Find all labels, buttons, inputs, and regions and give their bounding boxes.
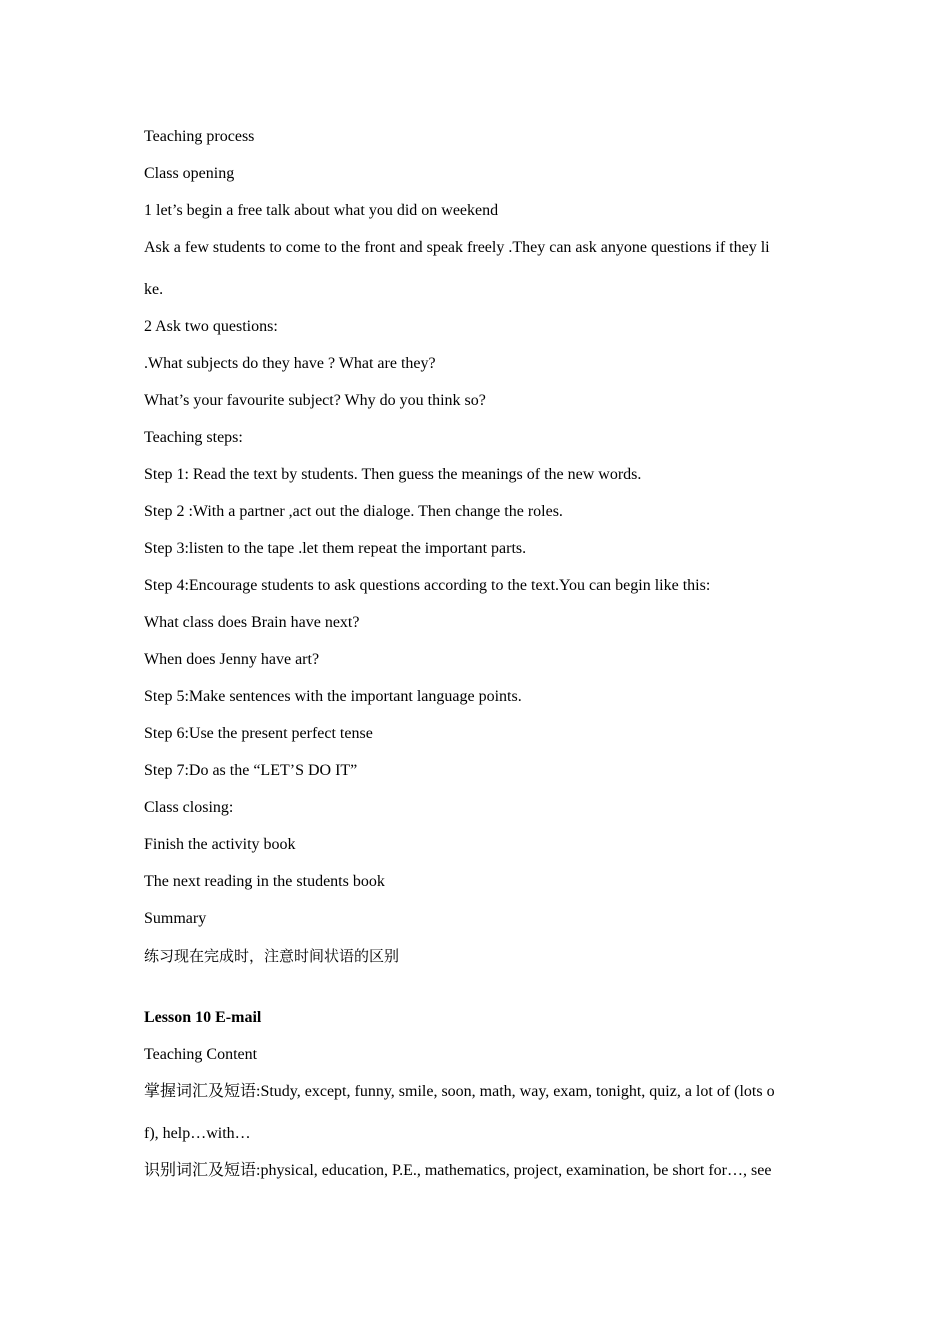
- paragraph-line: When does Jenny have art?: [144, 651, 320, 668]
- paragraph-line: Ask a few students to come to the front and speak freely .They can ask anyone questions if they li: [144, 239, 770, 256]
- paragraph-line: What’s your favourite subject? Why do you think so?: [144, 392, 486, 409]
- step-line: Step 4:Encourage students to ask questions according to the text.You can begin like this:: [144, 577, 711, 594]
- step-line: Step 3:listen to the tape .let them repeat the important parts.: [144, 540, 527, 557]
- paragraph-line: 2 Ask two questions:: [144, 318, 278, 335]
- lesson-title: Lesson 10 E-mail: [144, 1009, 262, 1026]
- paragraph-line: 1 let’s begin a free talk about what you did on weekend: [144, 202, 499, 219]
- heading-teaching-steps: Teaching steps:: [144, 429, 243, 446]
- step-line: Step 5:Make sentences with the important language points.: [144, 688, 522, 705]
- vocabulary-master-line: f), help…with…: [144, 1125, 251, 1142]
- summary-text: 练习现在完成时，注意时间状语的区别: [144, 947, 400, 965]
- step-line: Step 2 :With a partner ,act out the dialoge. Then change the roles.: [144, 503, 563, 520]
- heading-class-opening: Class opening: [144, 165, 235, 182]
- paragraph-line: What class does Brain have next?: [144, 614, 360, 631]
- heading-teaching-process: Teaching process: [144, 128, 255, 145]
- paragraph-line: Finish the activity book: [144, 836, 296, 853]
- paragraph-line: The next reading in the students book: [144, 873, 385, 890]
- vocabulary-master-line: 掌握词汇及短语:Study, except, funny, smile, soon, math, way, exam, tonight, quiz, a lot of (lots o: [144, 1083, 775, 1100]
- heading-summary: Summary: [144, 910, 207, 927]
- step-line: Step 6:Use the present perfect tense: [144, 725, 373, 742]
- heading-teaching-content: Teaching Content: [144, 1046, 258, 1063]
- heading-class-closing: Class closing:: [144, 799, 234, 816]
- step-line: Step 7:Do as the “LET’S DO IT”: [144, 762, 358, 779]
- paragraph-line: .What subjects do they have ? What are they?: [144, 355, 436, 372]
- step-line: Step 1: Read the text by students. Then guess the meanings of the new words.: [144, 466, 642, 483]
- paragraph-line: ke.: [144, 281, 164, 298]
- vocabulary-recognize-line: 识别词汇及短语:physical, education, P.E., mathematics, project, examination, be short for…, see: [144, 1162, 772, 1179]
